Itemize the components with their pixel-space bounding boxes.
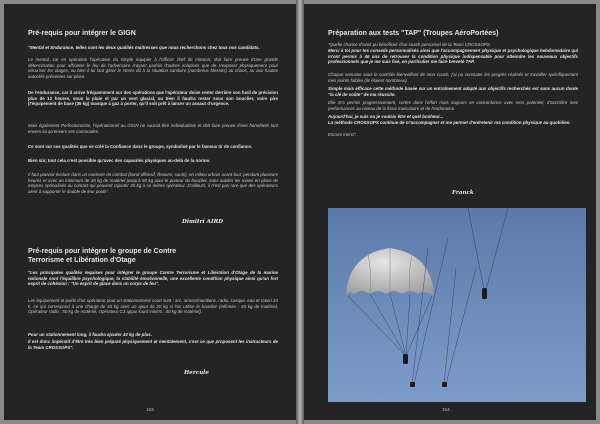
tap-paragraph: Chaque semaine sous le contrôle bienveillant de mon coach, j'ai pu constater les progrès réalisés et travailler spécifiquement mes points faibles (ils étaient nombreux). — [328, 72, 578, 83]
tap-signature: Franck — [452, 190, 474, 196]
gign-paragraph: Le mental, car en opération l'opérateur du simple équipier à l'officier chef de mission, doit faire preuve d'une grande détermination pour affronter le feu de l'adversaire n'ayant parfois d'autres solutions que de s'exposer physiquement pour sécuriser les otages, ou bien il lui faut gérer le stress dû à la situation sanitaire (nombreux blessés) au chaos, ou aux hautes autorités présentes sur place. — [28, 57, 278, 79]
tap-paragraph: "Quelle chance d'avoir pu bénéficier d'un coach personnel de la Team CROSSOPS. — [328, 42, 491, 47]
gign-signature: Dimitri AIRD — [182, 219, 224, 225]
paratroopers-photo — [328, 208, 586, 402]
tap-paragraph: Aujourd'hui, je suis ou je voulais être et quel bonheur... — [328, 114, 444, 119]
paratroopers-image — [328, 208, 586, 402]
left-page — [4, 4, 296, 420]
gign-paragraph: Ce sont sur ces qualités que se créé la Confiance dans le groupe, symbolisé par le fameux tir de confiance. — [28, 144, 252, 149]
ctlo-signature: Hercule — [184, 370, 209, 376]
tap-paragraph: Merci à toi pour tes conseils personnalisés ainsi que l'accompagnement physique et psychologique hebdomadaire qui m'ont permis à 46 ans de retrouver la condition physique indispensable pour atteindre les nouveaux objectifs professionnels que je me suis fixé, en particulier me faire breveté TAP. — [328, 48, 578, 65]
gign-paragraph: Bien sûr, tout cela n'est possible qu'avec des capacités physiques au-delà de la norme. — [28, 158, 211, 163]
page-number-right: 154 — [442, 407, 450, 412]
ctlo-paragraph: Les équipement et poids d'un opérateur pour un stationnement court sont : arc, armes/munitions, radio, casque, eau et ration 24 h, ce qui correspond à une charge de 35 kg avec un ajout de 20 kg si l'on utilise le bouclier (Infirmier : 45 kg de matériel, Opérateur radio : 50 kg de matériel, Opérateur C3 appui lourd minimi : 40 kg de matériel). — [28, 298, 278, 315]
gign-paragraph: Il faut pouvoir évoluer dans un contexte de combat (bond offensif, flexions, sauts), en milieu urbain avant tout, pendant plusieurs heures et avec un minimum de 35 kg de matériel jusqu'à 50 kg pour le porteur du bouclier, sans oublier les mises en place de moyens spécialisés au contact qui peuvent rajouter 35 kg à ce même opérateur. D'ailleurs, il n'est pas rare que des opérateurs aient à supporter le double de leur poids". — [28, 172, 278, 194]
gign-section-title: Pré-requis pour intégrer le GIGN — [28, 30, 136, 37]
tap-paragraph: Encore merci". — [328, 132, 357, 137]
tap-paragraph: La méthode CROSSOPS continue de m'accompagner et me permet d'entretenir ma condition physique au quotidien. — [328, 120, 571, 125]
ctlo-paragraph: Il est donc impératif d'être très bien préparé physiquement et mentalement, c'est ce que proposent les instructeurs de la Team CROSSOPS". — [28, 339, 278, 350]
ctlo-paragraph: "Les principales qualités requises pour intégrer le groupe Contre Terrorisme et Libération d'Otage de la marine nationale sont l'équilibre psychologique, la stabilité émotionnelle, une excellente condition physique ainsi qu'un fort esprit de cohésion : "Un esprit de glace dans un corps de feu". — [28, 270, 278, 287]
tap-section-title: Préparation aux tests "TAP" (Troupes AéroPortées) — [328, 30, 499, 37]
gign-paragraph: De l'endurance, car il arrive fréquemment sur des opérations que l'opérateur doive rester derrière son fusil de précision plus de 12 heures, sous la pluie et par un vent glacial, ou bien il faudra rester sous son bouclier, voire pire (l'équipement de base (35 kg) masque à gaz à porter, qu'il soit prêt à lancer un assaut d'urgence. — [28, 90, 278, 107]
page-number-left: 153 — [146, 407, 154, 412]
gign-paragraph: "Mental et Endurance, telles sont les deux qualités maîtresses que nous recherchons chez tous nos candidats. — [28, 45, 260, 50]
sky — [328, 208, 586, 402]
tap-paragraph: Simple mais efficace cette méthode basée sur un entraînement adapté aux objectifs recherchés est sans aucun doute "la clé de voûte" de ma réussite. — [328, 86, 578, 97]
tap-paragraph: Elle m'a permis progressivement, certes dans l'effort mais toujours en concordance avec mon potentiel, d'accroître mes performances au niveau de la force musculaire et de l'endurance. — [328, 100, 578, 111]
book-gutter — [296, 0, 304, 424]
gign-paragraph: Mais également Perfectionniste, l'opérationnel au GIGN ne saurait être individualiste et doit faire preuve d'une honnêteté tant envers lui qu'envers ses camarades. — [28, 123, 278, 134]
ctlo-section-title: Pré-requis pour intégrer le groupe de Contre Terrorisme et Libération d'Otage — [28, 248, 177, 264]
ctlo-paragraph: Pour un stationnement long, il faudra ajouter 40 kg de plus. — [28, 332, 152, 337]
right-page — [304, 4, 596, 420]
